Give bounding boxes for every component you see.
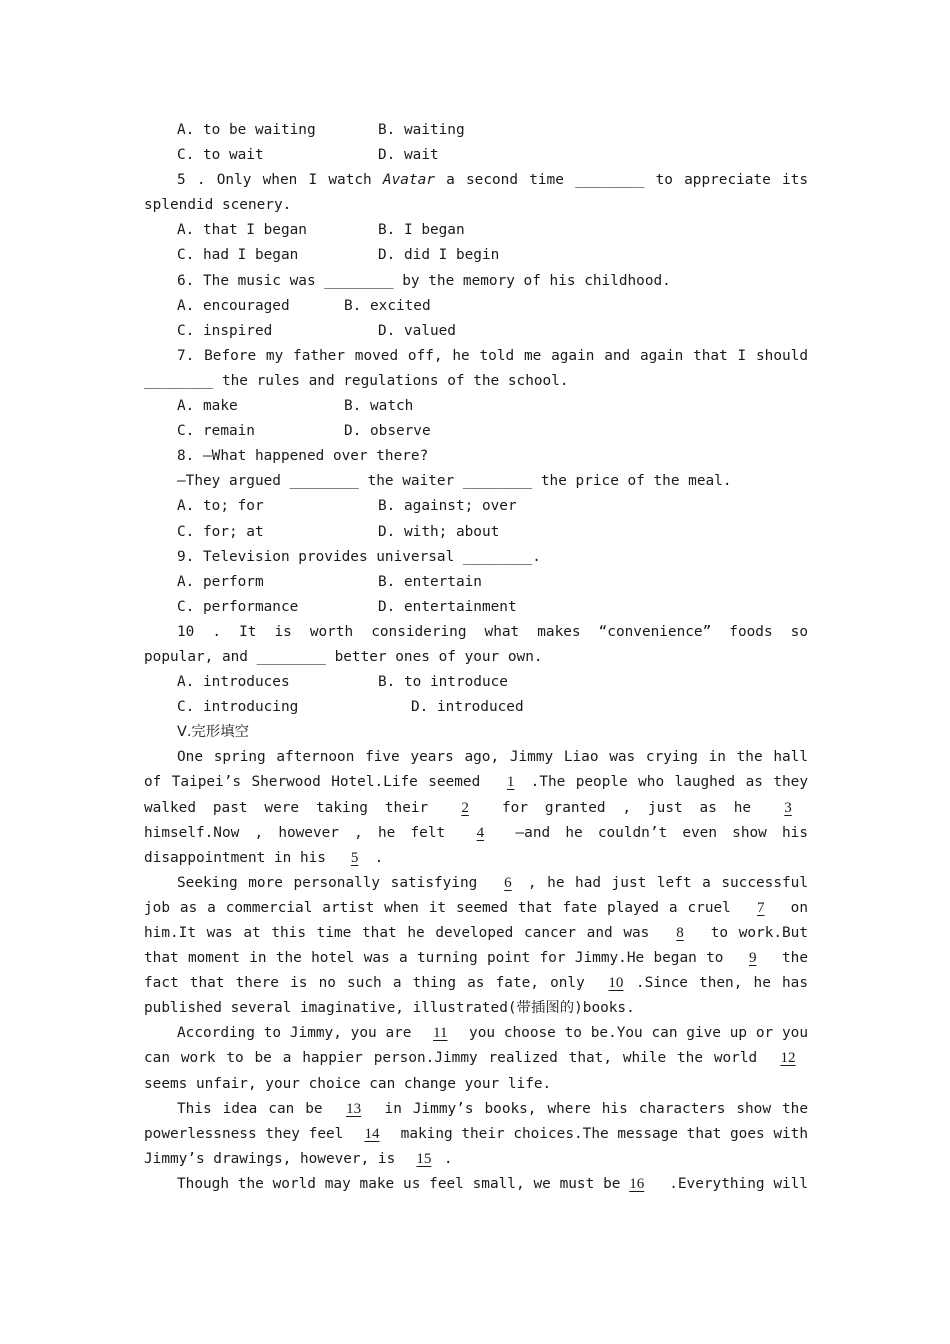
q7-options-row1 [144,394,808,419]
q7-option-b: B. watch [344,398,414,415]
q5-options-row2 [144,243,808,268]
q6-option-a: A. encouraged [177,297,290,314]
q10-option-a: A. introduces [177,674,290,691]
document-page [144,118,808,1197]
q6-option-b: B. excited [344,297,431,314]
blank-10: 10 [608,975,624,992]
q8-option-d: D. with; about [378,523,500,540]
blank-9: 9 [748,950,757,967]
passage-paragraph-1: One spring afternoon five years ago, Jimmy Liao was crying in the hall of Taipei’s Sherwood Hotel.Life seemed 1 .The people who laughed as they walked past were taking their 2 for granted , just as he 3 himself.Now , however , he felt 4 —and he couldn’t even show his disappointment in his 5 . [144,745,808,870]
q10-stem-line1: 10 . It is worth considering what makes “convenience” foods so [177,623,808,640]
q9-stem: 9. Television provides universal ________. [177,548,541,565]
q4-option-b: B. waiting [378,122,465,138]
q8-stem-line2: —They argued ________ the waiter ________ the price of the meal. [177,473,732,490]
q4-option-d: D. wait [378,147,439,164]
q8-options-row1 [144,494,808,519]
q9-options-row2 [144,595,808,620]
blank-6: 6 [504,874,512,891]
passage-paragraph-2: Seeking more personally satisfying 6 , he had just left a successful job as a commercial artist when it seemed that fate played a cruel 7 on him.It was at this time that he developed cancer and was 8 to work.But that moment in the hotel was a turning point for Jimmy.He began to 9 the fact that there is no such a thing as fate, only 10 .Since then, he has published several imaginative, illustrated(带插图的)books. [144,871,808,1022]
q6-stem: 6. The music was ________ by the memory of his childhood. [177,272,671,289]
q5-option-a: A. that I began [177,222,307,239]
q8-option-c: C. for; at [177,523,264,540]
passage-paragraph-4: This idea can be 13 in Jimmy’s books, where his characters show the powerlessness they feel 14 making their choices.The message that goes with Jimmy’s drawings, however, is 15 . [144,1097,808,1172]
blank-14: 14 [364,1125,380,1142]
section-heading-cloze: Ⅴ.完形填空 [177,724,249,741]
q5-option-c: C. had I began [177,247,299,264]
q5-option-b: B. I began [378,222,465,239]
q9-option-d: D. entertainment [378,598,517,615]
blank-7: 7 [757,899,765,916]
q7-option-d: D. observe [344,423,431,440]
q5-options-row1 [144,218,808,243]
q4-option-a: A. to be waiting [177,122,316,138]
passage-paragraph-3: According to Jimmy, you are 11 you choose to be.You can give up or you can work to be a happier person.Jimmy realized that, while the world 12 seems unfair, your choice can change your life. [144,1021,808,1096]
q5-stem-line1: 5 . Only when I watch Avatar a second time ________ to appreciate its [177,172,808,189]
q9-option-b: B. entertain [378,573,482,590]
q7-option-c: C. remain [177,423,255,440]
q6-option-c: C. inspired [177,322,273,339]
q10-option-b: B. to introduce [378,674,508,691]
blank-8: 8 [676,925,684,941]
q8-options-row2 [144,520,808,545]
q10-stem-line2: popular, and ________ better ones of your own. [144,648,543,665]
blank-1: 1 [506,774,515,791]
q10-option-d: D. introduced [411,699,524,716]
q8-stem-line1: 8. —What happened over there? [177,448,429,465]
q8-option-b: B. against; over [378,498,517,515]
blank-15: 15 [416,1150,432,1167]
q4-option-c: C. to wait [177,147,264,164]
q4-options-row1 [144,118,808,143]
blank-3: 3 [784,799,792,816]
q7-options-row2 [144,419,808,444]
q5-option-d: D. did I begin [378,247,500,264]
q10-options-row2 [144,695,808,720]
q7-stem-line1: 7. Before my father moved off, he told me again and again that I should [177,347,808,364]
blank-16: 16 [629,1175,645,1192]
q5-stem-line2: splendid scenery. [144,197,292,214]
q7-option-a: A. make [177,398,238,415]
q7-stem-line2: ________ the rules and regulations of the school. [144,372,569,389]
q9-options-row1 [144,570,808,595]
q6-option-d: D. valued [378,322,456,339]
blank-11: 11 [433,1025,448,1042]
blank-4: 4 [476,824,485,841]
blank-5: 5 [350,849,359,866]
q8-option-a: A. to; for [177,498,264,515]
q10-option-c: C. introducing [177,699,299,716]
q6-options-row1 [144,294,808,319]
q4-options-row2 [144,143,808,168]
q9-option-a: A. perform [177,573,264,590]
q5-movie-title: Avatar [382,172,435,189]
blank-2: 2 [461,799,469,816]
q9-option-c: C. performance [177,598,299,615]
q10-options-row1 [144,670,808,695]
blank-12: 12 [780,1050,796,1067]
q6-options-row2 [144,319,808,344]
blank-13: 13 [346,1100,362,1117]
passage-paragraph-5: Though the world may make us feel small, we must be 16 .Everything will [144,1172,808,1197]
